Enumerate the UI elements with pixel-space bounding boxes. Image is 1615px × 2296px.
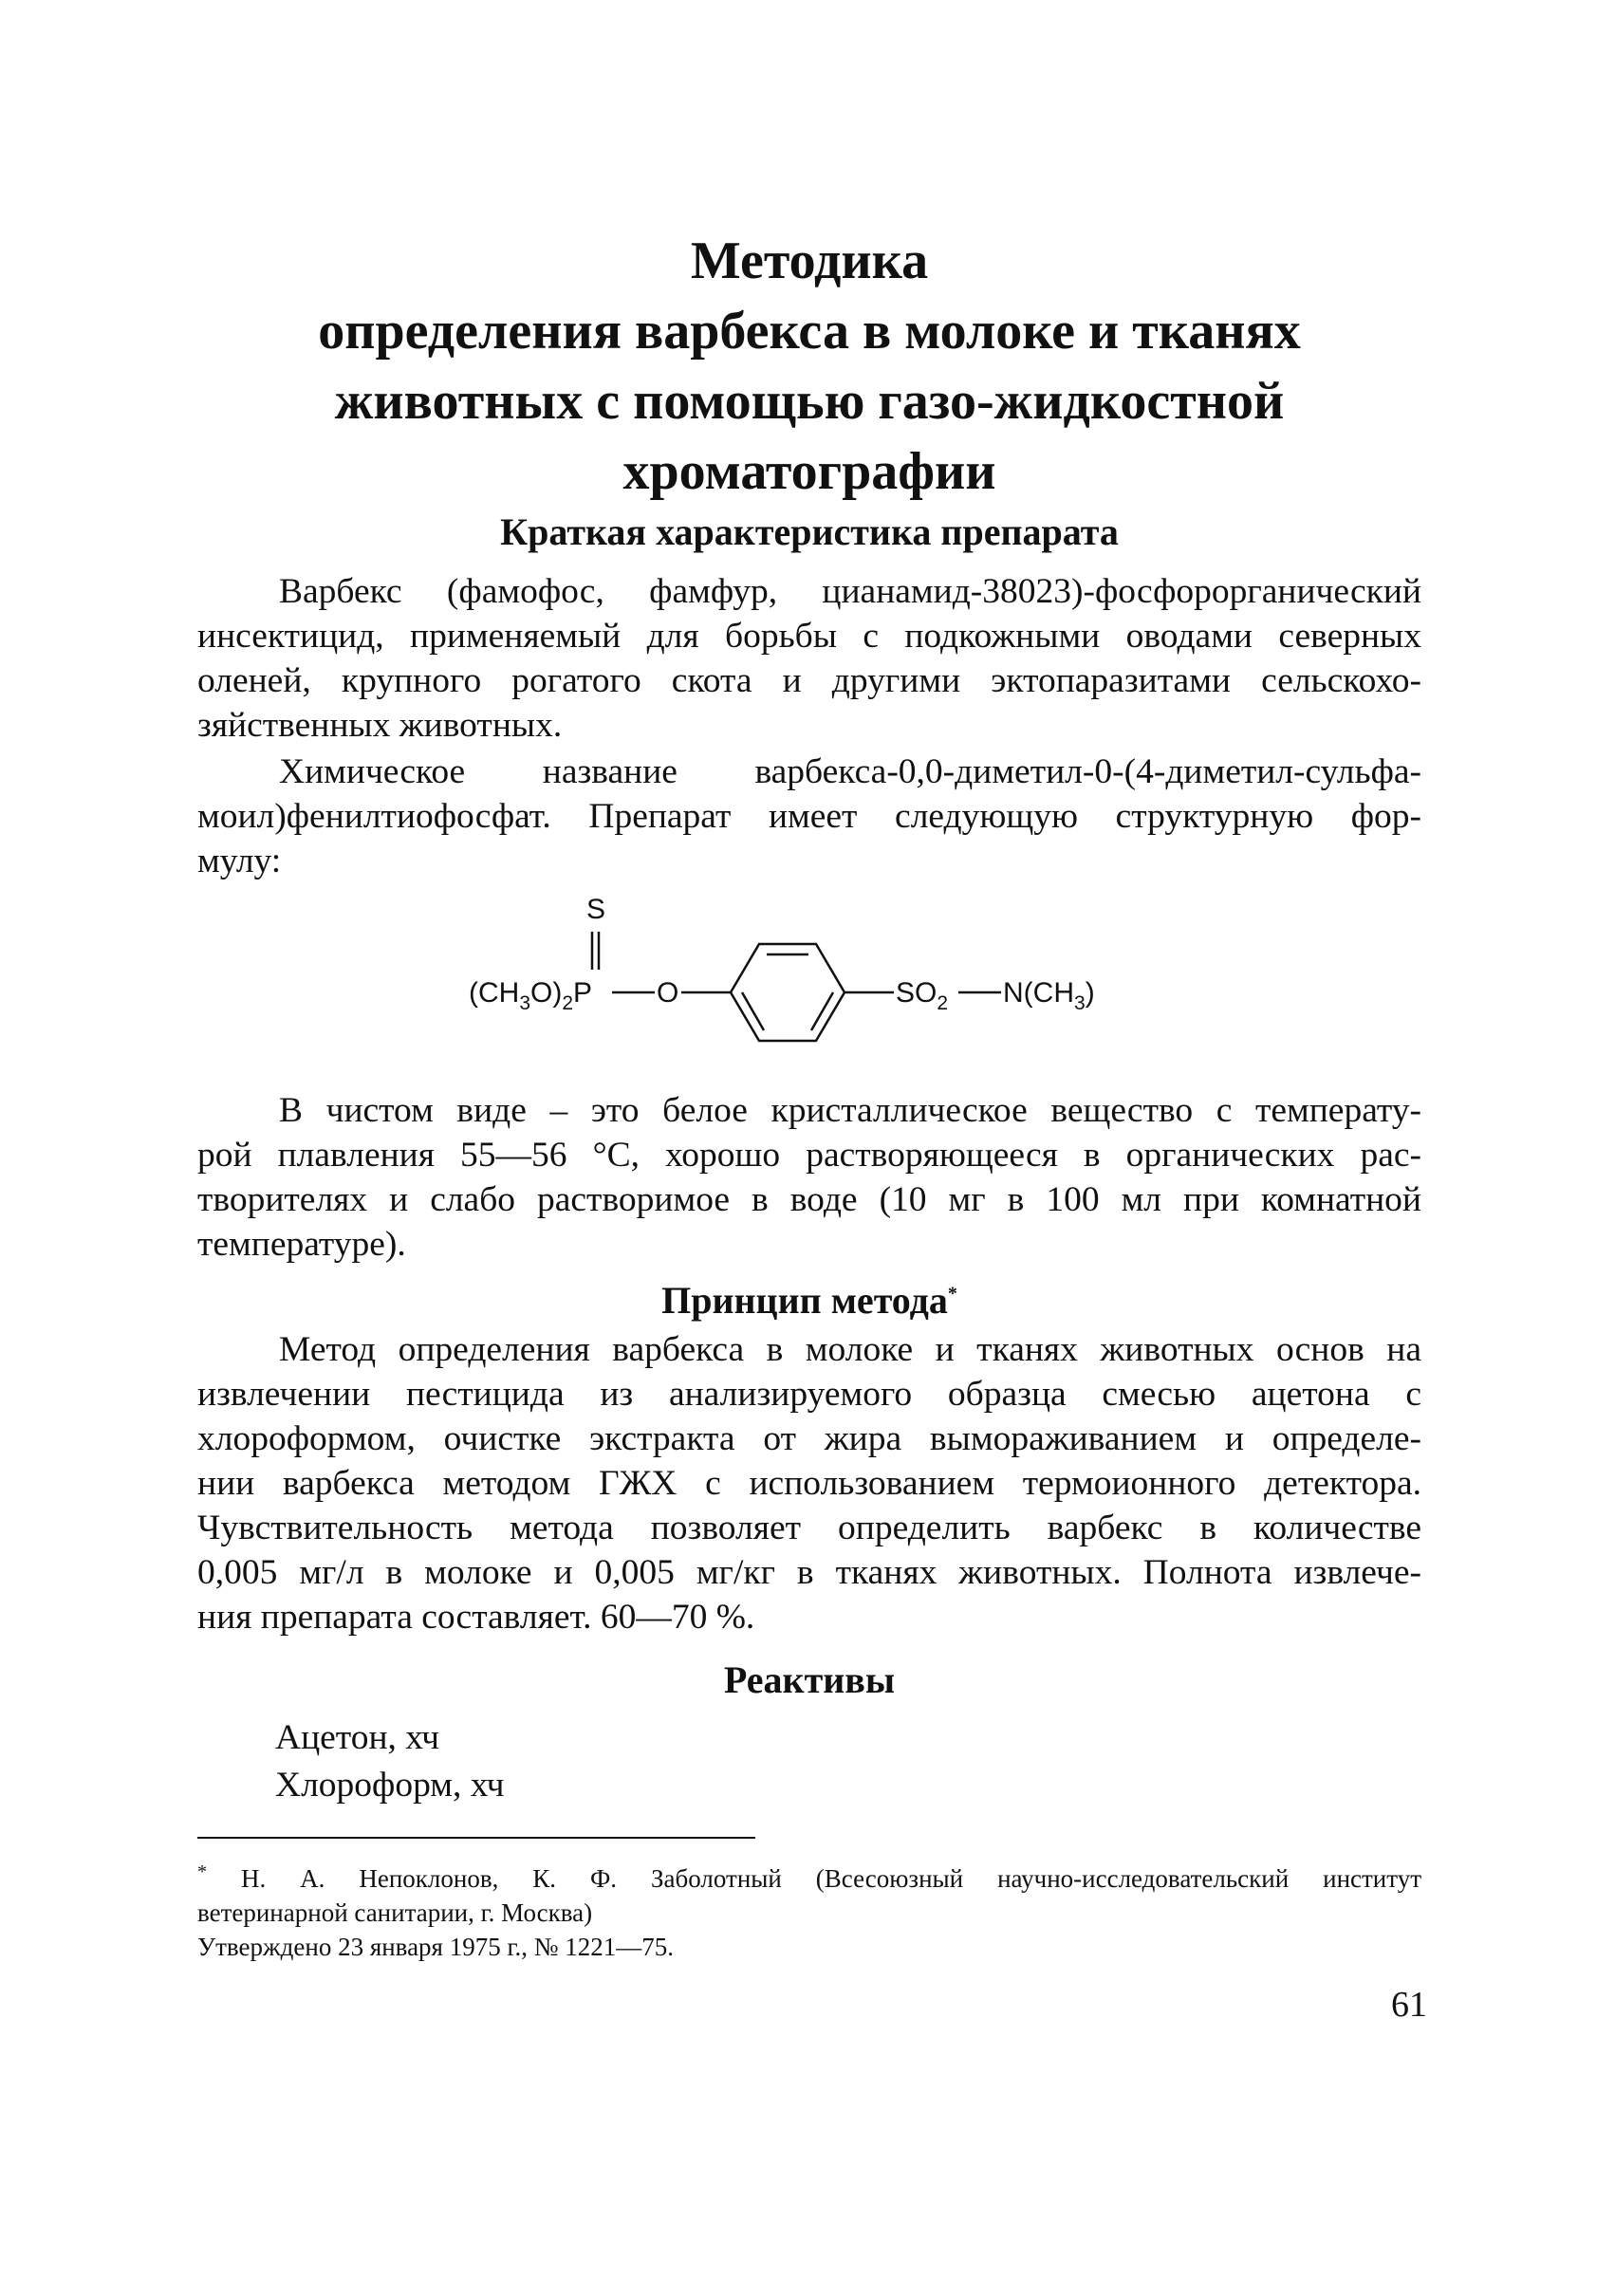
title-line: Методика (690, 231, 929, 290)
footnote-marker: * (197, 1861, 207, 1882)
text-line: инсектицид, применяемый для борьбы с подкожными оводами северных (197, 617, 1421, 656)
formula-ring-double-bond-left (742, 992, 764, 1030)
formula-benzene-ring (731, 944, 845, 1041)
text-line: Метод определения варбекса в молоке и тканях животных основ на (279, 1330, 1421, 1369)
footnote-line: ветеринарной санитарии, г. Москва) (197, 1898, 593, 1927)
formula-drawing (446, 892, 1186, 1072)
title-line: хроматографии (622, 442, 996, 501)
formula-o-atom: O (657, 977, 679, 1009)
paragraph-chemical-name (197, 750, 1421, 883)
page-number: 61 (1391, 1985, 1427, 2025)
title-line: определения варбекса в молоке и тканях (318, 302, 1301, 361)
formula-ring-double-bond-right (811, 992, 833, 1030)
text-line: творителях и слабо растворимое в воде (10 мг в 100 мл при комнатной (197, 1180, 1421, 1219)
text-line: температуре). (197, 1225, 406, 1264)
formula-n-group: $N(CH_3)$ (1003, 977, 1095, 1014)
principle-heading-text: Принцип метода (661, 1279, 948, 1322)
section-heading-reagents: Реактивы (723, 1658, 896, 1701)
footnote-line (197, 1861, 1421, 1896)
text-line: оленей, крупного рогатого скота и другими эктопаразитами сельскохо- (197, 661, 1421, 700)
formula-s-atom: S (586, 894, 606, 925)
text-line: нии варбекса методом ГЖХ с использованием термоионного детектора. (197, 1464, 1421, 1503)
paragraph-properties (197, 1088, 1421, 1267)
text-line: извлечении пестицида из анализируемого образца смесью ацетона с (197, 1375, 1421, 1414)
formula-so2-group: $SO_2$ (896, 977, 949, 1014)
section-heading-characteristic: Краткая характеристика препарата (500, 510, 1119, 553)
reagent-item: Ацетон, хч (275, 1718, 439, 1757)
text-line: мулу: (197, 842, 282, 880)
footnote-approval: Утверждено 23 января 1975 г., № 1221—75. (197, 1933, 675, 1961)
paragraph-description (197, 569, 1421, 748)
title-line: животных с помощью газо-жидкостной (334, 372, 1285, 431)
document-title (197, 226, 1421, 507)
text-line: рой плавления 55—56 °С, хорошо растворяющееся в органических рас- (197, 1136, 1421, 1175)
text-line: зяйственных животных. (197, 706, 563, 745)
footnote (197, 1861, 1421, 1964)
formula-left-group: $(CH_3O)_2P$ (469, 977, 593, 1014)
footnote-authors: Н. А. Непоклонов, К. Ф. Заболотный (Всесоюзный научно-исследовательский институт (240, 1864, 1421, 1893)
text-line: Чувствительность метода позволяет определить варбекс в количестве (197, 1509, 1421, 1547)
text-line: моил)фенилтиофосфат. Препарат имеет следующую структурную фор- (197, 797, 1421, 836)
footnote-divider (197, 1837, 755, 1839)
reagent-item: Хлороформ, хч (275, 1766, 505, 1805)
text-line: 0,005 мг/л в молоке и 0,005 мг/кг в тканях животных. Полнота извлече- (197, 1553, 1421, 1592)
footnote-marker: * (947, 1283, 957, 1305)
structural-formula (446, 892, 1186, 1072)
section-heading-principle (197, 1277, 1421, 1324)
text-line: ния препарата составляет. 60—70 %. (197, 1598, 755, 1637)
text-line: В чистом виде – это белое кристаллическое вещество с температу- (279, 1091, 1421, 1130)
text-line: хлороформом, очистке экстракта от жира вымораживанием и определе- (197, 1419, 1421, 1458)
text-line: Химическое название варбекса-0,0-диметил-0-(4-диметил-сульфа- (279, 752, 1421, 791)
paragraph-principle (197, 1327, 1421, 1639)
text-line: Варбекс (фамофос, фамфур, цианамид-38023)-фосфорорганический (279, 572, 1421, 611)
